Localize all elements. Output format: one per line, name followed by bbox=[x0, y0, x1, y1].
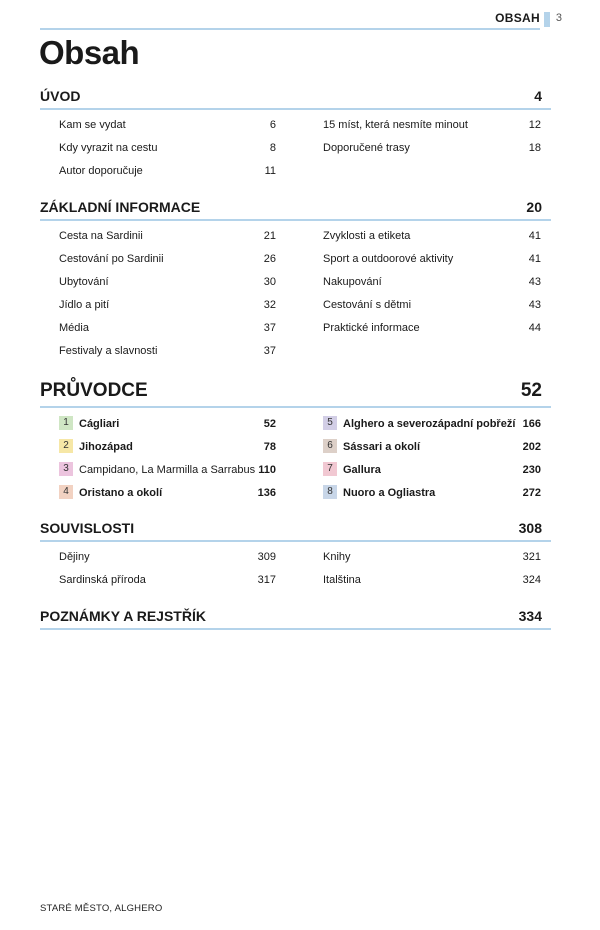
section-heading[interactable] bbox=[40, 376, 551, 408]
toc-entry-label: Knihy bbox=[323, 551, 351, 563]
toc-entry-label: Média bbox=[59, 322, 89, 334]
toc-entry-label: Zvyklosti a etiketa bbox=[323, 230, 411, 242]
guide-entry[interactable] bbox=[323, 413, 541, 436]
section-page: 20 bbox=[526, 199, 542, 215]
guide-entry[interactable] bbox=[59, 482, 276, 505]
toc-entry[interactable] bbox=[323, 546, 541, 569]
section-page: 4 bbox=[534, 88, 542, 104]
toc-entry-label: Cesta na Sardinii bbox=[59, 230, 143, 242]
toc-entry-page: 21 bbox=[263, 230, 276, 242]
guide-entry-label: Oristano a okolí bbox=[79, 487, 163, 499]
toc-entry-page: 32 bbox=[263, 299, 276, 311]
page-number: 3 bbox=[555, 12, 562, 24]
toc-entry-page: 6 bbox=[269, 119, 276, 131]
toc-entry-label: Kam se vydat bbox=[59, 119, 126, 131]
region-number-badge: 1 bbox=[59, 416, 73, 430]
toc-entry-label: Kdy vyrazit na cestu bbox=[59, 142, 158, 154]
toc-entry[interactable] bbox=[59, 225, 276, 248]
toc-entry-page: 37 bbox=[263, 345, 276, 357]
section-title: SOUVISLOSTI bbox=[40, 520, 135, 536]
toc-entry[interactable] bbox=[59, 569, 276, 592]
guide-entry-label: Nuoro a Ogliastra bbox=[343, 487, 436, 499]
guide-entry-label: Gallura bbox=[343, 464, 381, 476]
toc-entry[interactable] bbox=[323, 271, 541, 294]
section-uvod bbox=[40, 84, 551, 177]
toc-entry[interactable] bbox=[59, 317, 276, 340]
section-poznamky-a-rejstrik bbox=[40, 604, 551, 630]
guide-entry-label: Alghero a severozápadní pobřeží bbox=[343, 418, 516, 430]
toc-entry[interactable] bbox=[323, 569, 541, 592]
toc-entry-page: 309 bbox=[257, 551, 276, 563]
guide-entry-label: Sássari a okolí bbox=[343, 441, 421, 453]
region-number-badge: 2 bbox=[59, 439, 73, 453]
toc-entry[interactable] bbox=[59, 160, 276, 183]
toc-entry-label: Ubytování bbox=[59, 276, 109, 288]
page-title: Obsah bbox=[39, 34, 140, 71]
toc-entry[interactable] bbox=[59, 340, 276, 363]
toc-entry-label: Praktické informace bbox=[323, 322, 420, 334]
guide-entry[interactable] bbox=[323, 482, 541, 505]
toc-entry[interactable] bbox=[59, 114, 276, 137]
toc-entry-page: 41 bbox=[528, 230, 541, 242]
section-heading[interactable] bbox=[40, 84, 551, 110]
toc-entry[interactable] bbox=[59, 546, 276, 569]
section-heading[interactable] bbox=[40, 195, 551, 221]
toc-entry[interactable] bbox=[323, 225, 541, 248]
toc-entry[interactable] bbox=[323, 114, 541, 137]
toc-entry-page: 30 bbox=[263, 276, 276, 288]
guide-entry-page: 272 bbox=[522, 487, 541, 499]
section-zakladni-informace bbox=[40, 195, 551, 357]
guide-entry[interactable] bbox=[59, 436, 276, 459]
section-heading[interactable] bbox=[40, 516, 551, 542]
guide-entry-page: 230 bbox=[522, 464, 541, 476]
guide-entry-page: 110 bbox=[258, 464, 276, 476]
toc-entry-label: Cestování s dětmi bbox=[323, 299, 412, 311]
guide-entry[interactable] bbox=[323, 436, 541, 459]
toc-entry-page: 324 bbox=[522, 574, 541, 586]
toc-entry-label: Italština bbox=[323, 574, 361, 586]
region-number-badge: 8 bbox=[323, 485, 337, 499]
region-number-badge: 4 bbox=[59, 485, 73, 499]
toc-entry-page: 44 bbox=[528, 322, 541, 334]
toc-entry[interactable] bbox=[59, 271, 276, 294]
section-title: ZÁKLADNÍ INFORMACE bbox=[40, 199, 201, 215]
toc-entry[interactable] bbox=[59, 248, 276, 271]
region-number-badge: 7 bbox=[323, 462, 337, 476]
toc-entry-page: 43 bbox=[528, 299, 541, 311]
toc-entry-page: 8 bbox=[269, 142, 276, 154]
toc-entry-label: Autor doporučuje bbox=[59, 165, 143, 177]
guide-entry-label: Cágliari bbox=[79, 418, 120, 430]
section-page: 308 bbox=[518, 520, 542, 536]
guide-entry-label: Jihozápad bbox=[79, 441, 133, 453]
section-title: PRŮVODCE bbox=[40, 380, 148, 401]
toc-entry-page: 41 bbox=[528, 253, 541, 265]
running-head-rule bbox=[40, 28, 540, 30]
guide-entry[interactable] bbox=[59, 459, 276, 482]
running-head-accent bbox=[544, 12, 550, 27]
region-number-badge: 5 bbox=[323, 416, 337, 430]
toc-entry-page: 37 bbox=[263, 322, 276, 334]
section-pruvodce bbox=[40, 376, 551, 499]
running-head-label: OBSAH bbox=[495, 11, 540, 25]
section-title: ÚVOD bbox=[40, 88, 81, 104]
toc-entry-label: Cestování po Sardinii bbox=[59, 253, 164, 265]
toc-entry-label: 15 míst, která nesmíte minout bbox=[323, 119, 468, 131]
toc-entry-page: 18 bbox=[528, 142, 541, 154]
section-souvislosti bbox=[40, 516, 551, 586]
toc-entry-page: 26 bbox=[263, 253, 276, 265]
toc-entry[interactable] bbox=[323, 294, 541, 317]
toc-entry-page: 11 bbox=[264, 165, 276, 177]
toc-entry[interactable] bbox=[59, 137, 276, 160]
toc-entry-page: 12 bbox=[528, 119, 541, 131]
toc-entry[interactable] bbox=[323, 137, 541, 160]
guide-entry-page: 78 bbox=[263, 441, 276, 453]
section-title: POZNÁMKY A REJSTŘÍK bbox=[40, 608, 206, 624]
region-number-badge: 6 bbox=[323, 439, 337, 453]
guide-entry-page: 202 bbox=[522, 441, 541, 453]
toc-entry-label: Nakupování bbox=[323, 276, 382, 288]
toc-entry[interactable] bbox=[59, 294, 276, 317]
toc-entry-label: Jídlo a pití bbox=[59, 299, 110, 311]
running-head bbox=[40, 10, 562, 30]
toc-entry[interactable] bbox=[323, 317, 541, 340]
guide-entry[interactable] bbox=[59, 413, 276, 436]
guide-entry-page: 52 bbox=[263, 418, 276, 430]
section-heading[interactable] bbox=[40, 604, 551, 630]
toc-entry-label: Dějiny bbox=[59, 551, 90, 563]
toc-entry-page: 43 bbox=[528, 276, 541, 288]
guide-entry[interactable] bbox=[323, 459, 541, 482]
toc-entry-label: Sport a outdoorové aktivity bbox=[323, 253, 454, 265]
region-number-badge: 3 bbox=[59, 462, 73, 476]
guide-entry-page: 136 bbox=[257, 487, 276, 499]
section-page: 334 bbox=[518, 608, 542, 624]
toc-entry-label: Festivaly a slavnosti bbox=[59, 345, 158, 357]
toc-entry-page: 321 bbox=[522, 551, 541, 563]
guide-entry-label: Campidano, La Marmilla a Sarrabus bbox=[79, 464, 256, 476]
toc-entry-label: Sardinská příroda bbox=[59, 574, 146, 586]
section-page: 52 bbox=[520, 380, 542, 401]
toc-entry[interactable] bbox=[323, 248, 541, 271]
photo-caption: STARÉ MĚSTO, ALGHERO bbox=[40, 903, 163, 914]
toc-entry-label: Doporučené trasy bbox=[323, 142, 410, 154]
guide-entry-page: 166 bbox=[522, 418, 541, 430]
toc-entry-page: 317 bbox=[257, 574, 276, 586]
